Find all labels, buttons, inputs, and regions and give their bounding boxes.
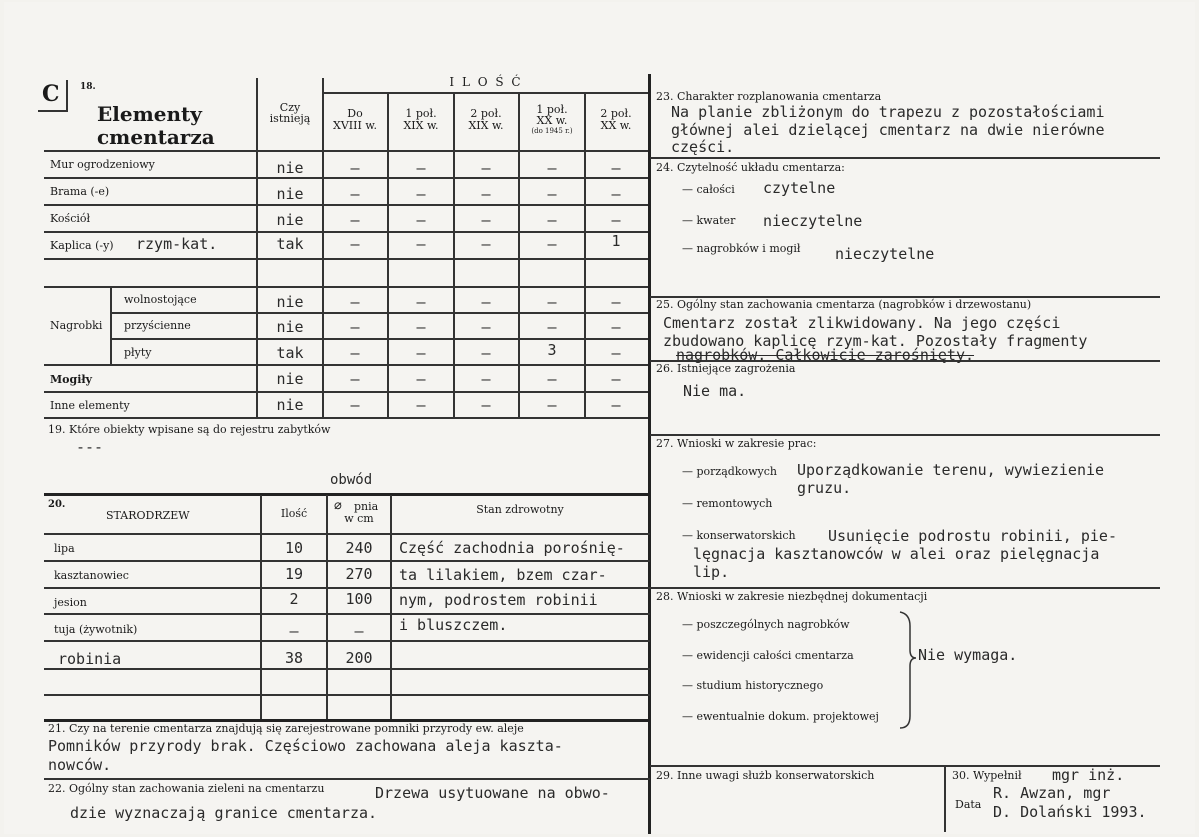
cell: – bbox=[416, 318, 426, 336]
cell: – bbox=[350, 344, 360, 362]
rule bbox=[66, 80, 68, 110]
q21-answer-1: Pomników przyrody brak. Częściowo zachowana aleja kaszta- bbox=[48, 737, 563, 755]
cell: – bbox=[481, 396, 491, 414]
q25-label: 25. Ogólny stan zachowania cmentarza (nagrobków i drzewostanu) bbox=[656, 298, 1032, 311]
q24-item-value: nieczytelne bbox=[835, 245, 935, 263]
q30-label: 30. Wypełnił bbox=[952, 769, 1022, 782]
col-czy-2: istnieją bbox=[269, 112, 311, 125]
cell: – bbox=[416, 293, 426, 311]
q19-answer: --- bbox=[76, 438, 104, 456]
cell: – bbox=[481, 211, 491, 229]
row-exists-brama: nie bbox=[276, 185, 304, 203]
rule bbox=[44, 493, 650, 496]
q28-item: — studium historycznego bbox=[682, 679, 824, 692]
q20-col-pnia-1: pnia bbox=[354, 500, 379, 513]
cell: – bbox=[350, 318, 360, 336]
rule bbox=[44, 364, 650, 366]
nagrobki-exists: nie bbox=[276, 293, 304, 311]
q24-item-value: czytelne bbox=[763, 179, 836, 197]
rule bbox=[44, 286, 650, 288]
row-exists-mur: nie bbox=[276, 159, 304, 177]
cell: 3 bbox=[547, 341, 557, 359]
cell: – bbox=[416, 185, 426, 203]
q23-line: głównej alei dzielącej cmentarz na dwie nierówne bbox=[671, 121, 1105, 139]
q23-label: 23. Charakter rozplanowania cmentarza bbox=[656, 90, 882, 103]
rule bbox=[650, 587, 1160, 589]
cell: – bbox=[611, 370, 621, 388]
cell: – bbox=[350, 211, 360, 229]
period-5-a: 2 poł. bbox=[600, 107, 632, 120]
rule bbox=[650, 157, 1160, 159]
period-4-a: 1 poł. bbox=[536, 103, 568, 116]
cell: – bbox=[416, 396, 426, 414]
cell: – bbox=[611, 344, 621, 362]
row-label-mur: Mur ogrodzeniowy bbox=[50, 158, 155, 171]
tree-name: lipa bbox=[54, 542, 75, 555]
q24-label: 24. Czytelność układu cmentarza: bbox=[656, 161, 845, 174]
rule bbox=[44, 640, 650, 642]
rule bbox=[110, 286, 112, 364]
q26-label: 26. Istniejące zagrożenia bbox=[656, 362, 796, 375]
rule bbox=[38, 110, 68, 112]
q22-answer-2: dzie wyznaczają granice cmentarza. bbox=[70, 804, 378, 822]
period-2-a: 1 poł. bbox=[405, 107, 437, 120]
cell: – bbox=[611, 396, 621, 414]
q20-obwod-note: obwód bbox=[330, 472, 373, 488]
tree-circ: 200 bbox=[345, 649, 373, 667]
q20-title: STARODRZEW bbox=[106, 509, 190, 522]
tree-circ: 100 bbox=[345, 590, 373, 608]
rule bbox=[44, 613, 650, 615]
q28-label: 28. Wnioski w zakresie niezbędnej dokumentacji bbox=[656, 590, 928, 603]
cell: – bbox=[547, 370, 557, 388]
tree-circ: 240 bbox=[345, 539, 373, 557]
rule bbox=[44, 417, 650, 419]
nagrobki-row-label: wolnostojące bbox=[124, 293, 197, 306]
nagrobki-exists: nie bbox=[276, 318, 304, 336]
tree-name: jesion bbox=[54, 596, 87, 609]
q26-answer: Nie ma. bbox=[683, 382, 747, 400]
row-label-inne: Inne elementy bbox=[50, 399, 130, 412]
tree-count: 19 bbox=[284, 565, 304, 583]
q30-line-2: R. Awzan, mgr bbox=[993, 784, 1111, 802]
cell: – bbox=[611, 159, 621, 177]
q24-item-value: nieczytelne bbox=[763, 212, 863, 230]
cell: – bbox=[481, 370, 491, 388]
row-exists-mogily: nie bbox=[276, 370, 304, 388]
q25-line: nagrobków. Całkowicie zarośnięty. bbox=[676, 346, 975, 364]
cell: – bbox=[481, 159, 491, 177]
cell: – bbox=[416, 344, 426, 362]
cell: 1 bbox=[611, 232, 621, 250]
period-3-b: XIX w. bbox=[468, 119, 504, 132]
tree-circ: 270 bbox=[345, 565, 373, 583]
tree-count: 10 bbox=[284, 539, 304, 557]
period-1-a: Do bbox=[347, 107, 363, 120]
nagrobki-row-label: przyścienne bbox=[124, 319, 191, 332]
q20-number: 20. bbox=[48, 499, 66, 510]
period-4-c: (do 1945 r.) bbox=[531, 127, 573, 135]
section-title-2: cmentarza bbox=[97, 125, 215, 149]
q27-remont-label: — remontowych bbox=[682, 497, 773, 510]
health-line: i bluszczem. bbox=[399, 616, 508, 634]
q24-item-label: — całości bbox=[682, 183, 735, 196]
rule bbox=[390, 495, 392, 719]
rule bbox=[650, 434, 1160, 436]
q21-answer-2: nowców. bbox=[48, 756, 112, 774]
q20-col-pnia-2: w cm bbox=[344, 512, 374, 525]
tree-name: robinia bbox=[58, 650, 122, 668]
row-label-brama: Brama (-e) bbox=[50, 185, 110, 198]
cell: – bbox=[416, 370, 426, 388]
cell: – bbox=[547, 396, 557, 414]
cell: – bbox=[481, 235, 491, 253]
rule bbox=[944, 766, 946, 832]
cell: – bbox=[611, 293, 621, 311]
health-line: ta lilakiem, bzem czar- bbox=[399, 566, 607, 584]
cell: – bbox=[350, 396, 360, 414]
q22-answer-1: Drzewa usytuowane na obwo- bbox=[375, 784, 610, 802]
cell: – bbox=[481, 344, 491, 362]
row-exists-kaplica: tak bbox=[276, 235, 304, 253]
rule bbox=[44, 391, 650, 393]
nagrobki-exists: tak bbox=[276, 344, 304, 362]
cell: – bbox=[547, 318, 557, 336]
cell: – bbox=[481, 293, 491, 311]
q28-answer: Nie wymaga. bbox=[918, 646, 1018, 664]
cell: – bbox=[350, 235, 360, 253]
tree-count: 38 bbox=[284, 649, 304, 667]
row-label-mogily: Mogiły bbox=[50, 373, 93, 386]
q27-porz-label: — porządkowych bbox=[682, 465, 777, 478]
cell: – bbox=[416, 159, 426, 177]
rule bbox=[44, 668, 650, 670]
cell: – bbox=[611, 211, 621, 229]
q20-col-ilosc: Ilość bbox=[280, 507, 308, 520]
tree-count: – bbox=[289, 622, 299, 640]
section-number: 18. bbox=[80, 82, 96, 92]
q19-label: 19. Które obiekty wpisane są do rejestru zabytków bbox=[48, 423, 331, 436]
section-title-1: Elementy bbox=[97, 102, 202, 126]
period-4-b: XX w. bbox=[536, 114, 568, 127]
q30-line-1: mgr inż. bbox=[1052, 766, 1125, 784]
tree-count: 2 bbox=[289, 590, 299, 608]
tree-name: tuja (żywotnik) bbox=[54, 623, 138, 636]
q28-item: — poszczególnych nagrobków bbox=[682, 618, 850, 631]
section-letter: C bbox=[42, 81, 60, 107]
q25-line: Cmentarz został zlikwidowany. Na jego części bbox=[663, 314, 1061, 332]
cell: – bbox=[416, 211, 426, 229]
cell: – bbox=[481, 185, 491, 203]
rule bbox=[44, 533, 650, 535]
period-2-b: XIX w. bbox=[403, 119, 439, 132]
rule bbox=[44, 204, 650, 206]
rule bbox=[44, 150, 650, 152]
q24-item-label: — nagrobków i mogił bbox=[682, 242, 801, 255]
q21-label: 21. Czy na terenie cmentarza znajdują się zarejestrowane pomniki przyrody ew. aleje bbox=[48, 722, 524, 735]
q28-item: — ewentualnie dokum. projektowej bbox=[682, 710, 879, 723]
row-extra-kaplica: rzym-kat. bbox=[136, 235, 218, 253]
cell: – bbox=[611, 185, 621, 203]
q30-date-label: Data bbox=[955, 798, 982, 811]
cell: – bbox=[416, 235, 426, 253]
col-czy-1: Czy bbox=[279, 101, 301, 114]
q23-line: Na planie zbliżonym do trapezu z pozostałościami bbox=[671, 103, 1105, 121]
q22-label: 22. Ogólny stan zachowania zieleni na cmentarzu bbox=[48, 782, 325, 795]
rule bbox=[110, 312, 650, 314]
row-exists-inne: nie bbox=[276, 396, 304, 414]
q27-label: 27. Wnioski w zakresie prac: bbox=[656, 437, 817, 450]
cell: – bbox=[547, 159, 557, 177]
q29-label: 29. Inne uwagi służb konserwatorskich bbox=[656, 769, 875, 782]
health-line: nym, podrostem robinii bbox=[399, 591, 598, 609]
row-label-kaplica: Kaplica (-y) bbox=[50, 239, 114, 252]
q27-kons-label: — konserwatorskich bbox=[682, 529, 796, 542]
cell: – bbox=[350, 185, 360, 203]
rule bbox=[44, 587, 650, 589]
rule bbox=[44, 258, 650, 260]
q28-item: — ewidencji całości cmentarza bbox=[682, 649, 854, 662]
tree-name: kasztanowiec bbox=[54, 569, 129, 582]
brace-icon bbox=[898, 610, 922, 732]
nagrobki-label: Nagrobki bbox=[50, 319, 103, 332]
row-exists-kosciol: nie bbox=[276, 211, 304, 229]
q20-col-stan: Stan zdrowotny bbox=[476, 503, 564, 516]
q23-line: części. bbox=[671, 138, 735, 156]
rule bbox=[110, 338, 650, 340]
cell: – bbox=[547, 293, 557, 311]
cell: – bbox=[547, 211, 557, 229]
cell: – bbox=[350, 293, 360, 311]
circle-slash-icon: ⌀ bbox=[334, 498, 342, 513]
cell: – bbox=[547, 235, 557, 253]
cell: – bbox=[350, 159, 360, 177]
nagrobki-row-label: płyty bbox=[124, 346, 152, 359]
q27-porz-2: gruzu. bbox=[797, 479, 852, 497]
q27-kons-1: Usunięcie podrostu robinii, pie- bbox=[828, 527, 1117, 545]
q27-kons-2: lęgnacja kasztanowców w alei oraz pielęgnacja bbox=[693, 545, 1100, 563]
cell: – bbox=[481, 318, 491, 336]
period-1-b: XVIII w. bbox=[333, 119, 377, 132]
row-label-kosciol: Kościół bbox=[50, 212, 91, 225]
rule bbox=[44, 694, 650, 696]
q24-item-label: — kwater bbox=[682, 214, 736, 227]
q30-line-3: D. Dolański 1993. bbox=[993, 803, 1147, 821]
rule bbox=[44, 231, 650, 233]
period-5-b: XX w. bbox=[600, 119, 632, 132]
q27-porz-1: Uporządkowanie terenu, wywiezienie bbox=[797, 461, 1105, 479]
cell: – bbox=[547, 185, 557, 203]
q27-kons-3: lip. bbox=[693, 563, 730, 581]
rule bbox=[44, 560, 650, 562]
q25-line: zbudowano kaplicę rzym-kat. Pozostały fragmenty bbox=[663, 332, 1088, 350]
rule bbox=[44, 778, 650, 780]
health-line: Część zachodnia porośnię- bbox=[399, 539, 625, 557]
cell: – bbox=[611, 318, 621, 336]
rule bbox=[44, 177, 650, 179]
rule bbox=[323, 92, 650, 94]
period-3-a: 2 poł. bbox=[470, 107, 502, 120]
tree-circ: – bbox=[354, 622, 364, 640]
cell: – bbox=[350, 370, 360, 388]
ilosc-header: I L O Ś Ć bbox=[449, 75, 523, 89]
